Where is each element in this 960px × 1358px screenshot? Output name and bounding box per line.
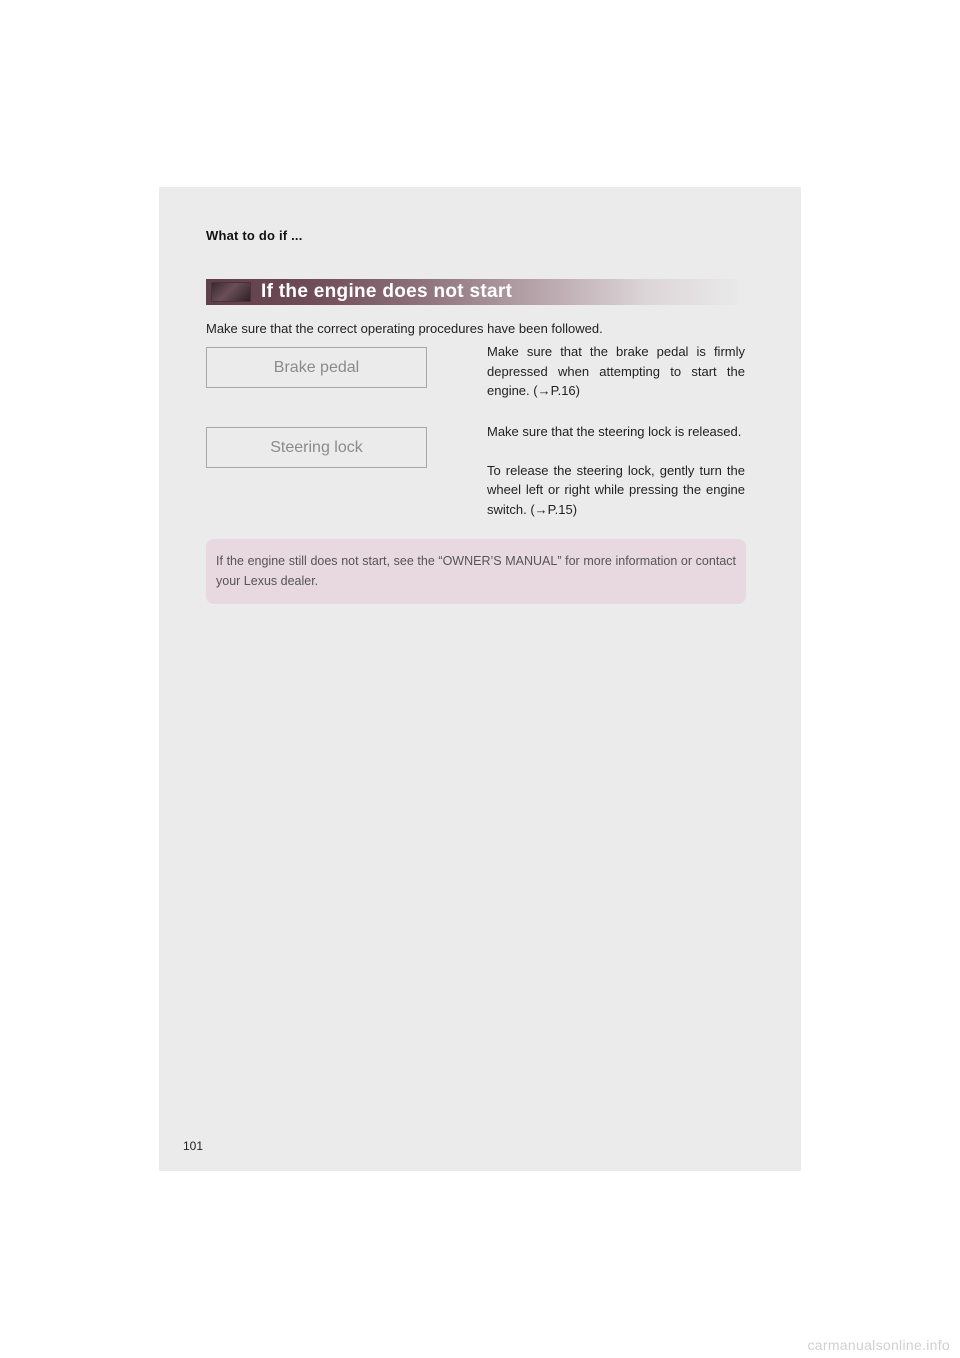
section-title: If the engine does not start bbox=[261, 281, 513, 302]
watermark: carmanualsonline.info bbox=[807, 1337, 950, 1353]
steering-lock-description bbox=[487, 422, 745, 519]
intro-text: Make sure that the correct operating procedures have been followed. bbox=[206, 321, 603, 336]
steering-lock-paragraph-2: To release the steering lock, gently turn the wheel left or right while pressing the engine switch. (→P.15) bbox=[487, 462, 745, 517]
steering-lock-label: Steering lock bbox=[206, 427, 427, 468]
section-title-bar bbox=[206, 279, 746, 305]
brake-pedal-description bbox=[487, 342, 745, 401]
steering-lock-paragraph-1: Make sure that the steering lock is released. bbox=[487, 424, 742, 439]
brake-pedal-paragraph: Make sure that the brake pedal is firmly depressed when attempting to start the engine. (→P.16) bbox=[487, 344, 745, 398]
page-number: 101 bbox=[183, 1139, 204, 1153]
running-head: What to do if ... bbox=[206, 228, 303, 243]
info-note: If the engine still does not start, see the “OWNER’S MANUAL” for more information or contact your Lexus dealer. bbox=[206, 539, 746, 604]
brake-pedal-label: Brake pedal bbox=[206, 347, 427, 388]
title-bar-icon bbox=[211, 282, 251, 302]
